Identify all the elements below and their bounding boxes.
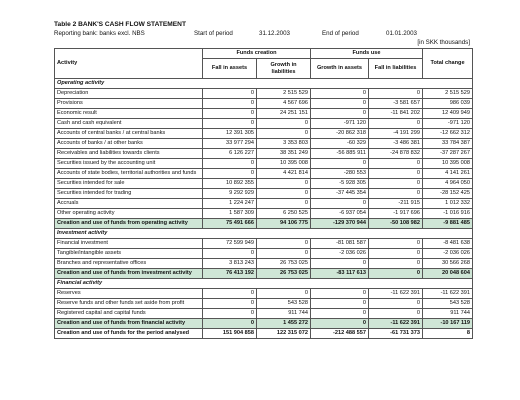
growth-in-assets-cell: 0 xyxy=(311,89,369,99)
table-row xyxy=(55,199,473,209)
table-row xyxy=(55,209,473,219)
fall-in-assets-cell: 1 224 247 xyxy=(203,199,257,209)
section-row xyxy=(55,279,473,289)
growth-in-liabilities-cell: 0 xyxy=(257,239,311,249)
row-label: Creation and use of funds for the period analysed xyxy=(55,329,203,339)
fall-in-liabilities-cell: 0 xyxy=(369,249,423,259)
growth-in-liabilities-cell: 38 351 249 xyxy=(257,149,311,159)
growth-in-liabilities-cell: 0 xyxy=(257,129,311,139)
row-label: Cash and cash equivalent xyxy=(55,119,203,129)
fall-in-liabilities-cell: 0 xyxy=(369,189,423,199)
fall-in-assets-cell: 72 599 949 xyxy=(203,239,257,249)
row-label: Branches and representative offices xyxy=(55,259,203,269)
fall-in-liabilities-cell: -11 841 202 xyxy=(369,109,423,119)
growth-in-assets-cell: -60 329 xyxy=(311,139,369,149)
growth-in-liabilities-cell: 10 395 008 xyxy=(257,159,311,169)
total-change-cell: 911 744 xyxy=(423,309,473,319)
row-label: Depreciation xyxy=(55,89,203,99)
growth-in-assets-cell: -971 120 xyxy=(311,119,369,129)
growth-in-liabilities-cell: 4 567 696 xyxy=(257,99,311,109)
document-title: Table 2 BANK'S CASH FLOW STATEMENT xyxy=(54,21,186,28)
total-change-cell: -9 881 485 xyxy=(423,219,473,229)
growth-in-assets-cell: 0 xyxy=(311,199,369,209)
total-change-cell: 8 xyxy=(423,329,473,339)
total-change-cell: 1 012 332 xyxy=(423,199,473,209)
row-label: Securities intended for sale xyxy=(55,179,203,189)
table-row xyxy=(55,119,473,129)
fall-in-liabilities-cell: 0 xyxy=(369,259,423,269)
fall-in-assets-cell: 0 xyxy=(203,89,257,99)
cash-flow-table xyxy=(54,48,473,339)
row-label: Other operating activity xyxy=(55,209,203,219)
fall-in-assets-cell: 12 391 305 xyxy=(203,129,257,139)
growth-in-liabilities-cell: 0 xyxy=(257,179,311,189)
row-label: Creation and use of funds from financial activity xyxy=(55,319,203,329)
row-label: Reserves xyxy=(55,289,203,299)
total-change-cell: -28 152 425 xyxy=(423,189,473,199)
section-label: Operating activity xyxy=(55,79,473,89)
subtotal-row xyxy=(55,219,473,229)
funds-use-header: Funds use xyxy=(311,49,423,59)
table-row xyxy=(55,249,473,259)
fall-in-liabilities-cell: 0 xyxy=(369,89,423,99)
row-label: Accruals xyxy=(55,199,203,209)
fall-in-liabilities-cell: 0 xyxy=(369,239,423,249)
growth-in-liabilities-cell: 3 353 803 xyxy=(257,139,311,149)
fall-in-liabilities-cell: -3 581 657 xyxy=(369,99,423,109)
fall-in-liabilities-cell: 0 xyxy=(369,309,423,319)
total-change-cell: 30 566 268 xyxy=(423,259,473,269)
fall-in-liabilities-cell: 0 xyxy=(369,169,423,179)
total-change-cell: -12 662 312 xyxy=(423,129,473,139)
fall-in-liabilities-cell: -50 108 982 xyxy=(369,219,423,229)
table-row xyxy=(55,99,473,109)
table-row xyxy=(55,189,473,199)
table-row xyxy=(55,289,473,299)
growth-in-liabilities-cell: 0 xyxy=(257,199,311,209)
subtotal-row xyxy=(55,269,473,279)
total-change-cell: 986 039 xyxy=(423,99,473,109)
table-row xyxy=(55,239,473,249)
end-period-value: 01.01.2003 xyxy=(386,30,417,37)
fall-in-assets-cell: 75 491 666 xyxy=(203,219,257,229)
fall-in-assets-cell: 0 xyxy=(203,99,257,109)
growth-in-assets-cell: -81 081 587 xyxy=(311,239,369,249)
header-row-1 xyxy=(55,49,473,59)
total-row xyxy=(55,329,473,339)
subtotal-row xyxy=(55,319,473,329)
growth-in-assets-cell: -6 937 054 xyxy=(311,209,369,219)
row-label: Creation and use of funds from investment activity xyxy=(55,269,203,279)
start-period-value: 31.12.2003 xyxy=(259,30,290,37)
row-label: Tangible/intangible assets xyxy=(55,249,203,259)
growth-in-assets-cell: 0 xyxy=(311,109,369,119)
fall-in-assets-cell: 151 904 858 xyxy=(203,329,257,339)
table-row xyxy=(55,159,473,169)
row-label: Accounts of banks / at other banks xyxy=(55,139,203,149)
growth-in-assets-cell: -212 488 557 xyxy=(311,329,369,339)
section-row xyxy=(55,79,473,89)
section-label: Financial activity xyxy=(55,279,473,289)
fall-in-assets-cell: 0 xyxy=(203,299,257,309)
period-line xyxy=(54,29,472,38)
growth-in-assets-cell: 0 xyxy=(311,309,369,319)
growth-in-assets-cell: -83 117 613 xyxy=(311,269,369,279)
fall-in-liabilities-cell: -1 917 696 xyxy=(369,209,423,219)
activity-header: Activity xyxy=(55,49,203,79)
fall-in-assets-cell: 0 xyxy=(203,289,257,299)
growth-in-assets-cell: -280 553 xyxy=(311,169,369,179)
growth-in-assets-cell: -5 928 305 xyxy=(311,179,369,189)
table-row xyxy=(55,179,473,189)
fall-in-assets-cell: 33 977 294 xyxy=(203,139,257,149)
row-label: Financial investment xyxy=(55,239,203,249)
growth-in-liabilities-cell: 6 250 525 xyxy=(257,209,311,219)
table-row xyxy=(55,149,473,159)
fall-in-assets-cell: 0 xyxy=(203,319,257,329)
fall-in-liabilities-cell: -11 622 391 xyxy=(369,289,423,299)
row-label: Accounts of central banks / at central banks xyxy=(55,129,203,139)
fall-in-assets-cell: 1 587 309 xyxy=(203,209,257,219)
growth-in-assets-cell: 0 xyxy=(311,159,369,169)
fall-in-assets-cell: 0 xyxy=(203,119,257,129)
row-label: Provisions xyxy=(55,99,203,109)
fall-in-liabilities-cell: -11 622 391 xyxy=(369,319,423,329)
growth-in-assets-cell: 0 xyxy=(311,289,369,299)
funds-creation-header: Funds creation xyxy=(203,49,311,59)
fall-in-liabilities-cell: 0 xyxy=(369,299,423,309)
fall-in-assets-cell: 0 xyxy=(203,109,257,119)
table-row xyxy=(55,129,473,139)
table-row xyxy=(55,89,473,99)
fall-in-assets-cell: 10 892 355 xyxy=(203,179,257,189)
total-change-cell: 4 141 261 xyxy=(423,169,473,179)
table-row xyxy=(55,259,473,269)
fall-in-assets-cell: 0 xyxy=(203,159,257,169)
total-change-cell: 10 395 008 xyxy=(423,159,473,169)
growth-in-assets-cell: -37 445 354 xyxy=(311,189,369,199)
row-label: Accounts of state bodies, territorial authorities and funds xyxy=(55,169,203,179)
fall-in-liabilities-cell: -61 731 373 xyxy=(369,329,423,339)
row-label: Receivables and liabilities towards clients xyxy=(55,149,203,159)
growth-in-liabilities-cell: 911 744 xyxy=(257,309,311,319)
table-row xyxy=(55,299,473,309)
reporting-bank: Reporting bank: banks excl. NBS xyxy=(54,30,145,37)
growth-in-assets-header: Growth in assets xyxy=(311,59,369,79)
fall-in-liabilities-cell: -211 915 xyxy=(369,199,423,209)
fall-in-assets-cell: 76 413 192 xyxy=(203,269,257,279)
start-period-label: Start of period xyxy=(194,30,233,37)
growth-in-assets-cell: 0 xyxy=(311,319,369,329)
growth-in-assets-cell: -20 862 318 xyxy=(311,129,369,139)
row-label: Securities intended for trading xyxy=(55,189,203,199)
total-change-cell: 2 515 529 xyxy=(423,89,473,99)
growth-in-liabilities-cell: 24 251 151 xyxy=(257,109,311,119)
fall-in-liabilities-cell: -3 486 381 xyxy=(369,139,423,149)
growth-in-assets-cell: 0 xyxy=(311,99,369,109)
total-change-cell: -10 167 119 xyxy=(423,319,473,329)
fall-in-liabilities-cell: 0 xyxy=(369,119,423,129)
section-row xyxy=(55,229,473,239)
total-change-cell: -11 622 391 xyxy=(423,289,473,299)
fall-in-assets-cell: 6 126 227 xyxy=(203,149,257,159)
total-change-cell: 12 409 949 xyxy=(423,109,473,119)
fall-in-assets-cell: 0 xyxy=(203,249,257,259)
growth-in-liabilities-header: Growth in liabilities xyxy=(257,59,311,79)
growth-in-liabilities-cell: 26 753 025 xyxy=(257,269,311,279)
table-row xyxy=(55,139,473,149)
row-label: Creation and use of funds from operating activity xyxy=(55,219,203,229)
end-period-label: End of period xyxy=(322,30,359,37)
total-change-cell: 33 784 387 xyxy=(423,139,473,149)
growth-in-liabilities-cell: 94 106 775 xyxy=(257,219,311,229)
section-label: Investment activity xyxy=(55,229,473,239)
total-change-cell: -37 287 267 xyxy=(423,149,473,159)
growth-in-assets-cell: -129 370 944 xyxy=(311,219,369,229)
total-change-cell: -971 120 xyxy=(423,119,473,129)
fall-in-assets-cell: 0 xyxy=(203,309,257,319)
growth-in-liabilities-cell: 0 xyxy=(257,189,311,199)
growth-in-assets-cell: 0 xyxy=(311,259,369,269)
total-change-cell: 4 964 050 xyxy=(423,179,473,189)
growth-in-liabilities-cell: 122 315 072 xyxy=(257,329,311,339)
fall-in-assets-cell: 9 292 929 xyxy=(203,189,257,199)
growth-in-assets-cell: 0 xyxy=(311,299,369,309)
growth-in-liabilities-cell: 0 xyxy=(257,119,311,129)
growth-in-liabilities-cell: 2 515 529 xyxy=(257,89,311,99)
growth-in-assets-cell: -56 885 911 xyxy=(311,149,369,159)
row-label: Reserve funds and other funds set aside from profit xyxy=(55,299,203,309)
row-label: Registered capital and capital funds xyxy=(55,309,203,319)
total-change-cell: 543 528 xyxy=(423,299,473,309)
growth-in-liabilities-cell: 0 xyxy=(257,249,311,259)
fall-in-liabilities-header: Fall in liabilities xyxy=(369,59,423,79)
growth-in-liabilities-cell: 543 528 xyxy=(257,299,311,309)
growth-in-assets-cell: -2 036 026 xyxy=(311,249,369,259)
fall-in-assets-cell: 3 813 243 xyxy=(203,259,257,269)
row-label: Securities issued by the accounting unit xyxy=(55,159,203,169)
fall-in-liabilities-cell: 0 xyxy=(369,179,423,189)
growth-in-liabilities-cell: 26 753 025 xyxy=(257,259,311,269)
fall-in-assets-cell: 0 xyxy=(203,169,257,179)
fall-in-liabilities-cell: -24 878 832 xyxy=(369,149,423,159)
growth-in-liabilities-cell: 0 xyxy=(257,289,311,299)
table-row xyxy=(55,109,473,119)
total-change-header: Total change xyxy=(423,49,473,79)
growth-in-liabilities-cell: 1 455 272 xyxy=(257,319,311,329)
table-row xyxy=(55,169,473,179)
fall-in-assets-header: Fall in assets xyxy=(203,59,257,79)
total-change-cell: -2 036 026 xyxy=(423,249,473,259)
unit-note: [in SKK thousands] xyxy=(417,39,470,46)
growth-in-liabilities-cell: 4 421 814 xyxy=(257,169,311,179)
fall-in-liabilities-cell: 0 xyxy=(369,159,423,169)
total-change-cell: 20 048 604 xyxy=(423,269,473,279)
fall-in-liabilities-cell: 0 xyxy=(369,269,423,279)
row-label: Economic result xyxy=(55,109,203,119)
table-body xyxy=(55,79,473,339)
total-change-cell: -1 016 916 xyxy=(423,209,473,219)
table-row xyxy=(55,309,473,319)
total-change-cell: -8 481 638 xyxy=(423,239,473,249)
fall-in-liabilities-cell: -4 191 299 xyxy=(369,129,423,139)
